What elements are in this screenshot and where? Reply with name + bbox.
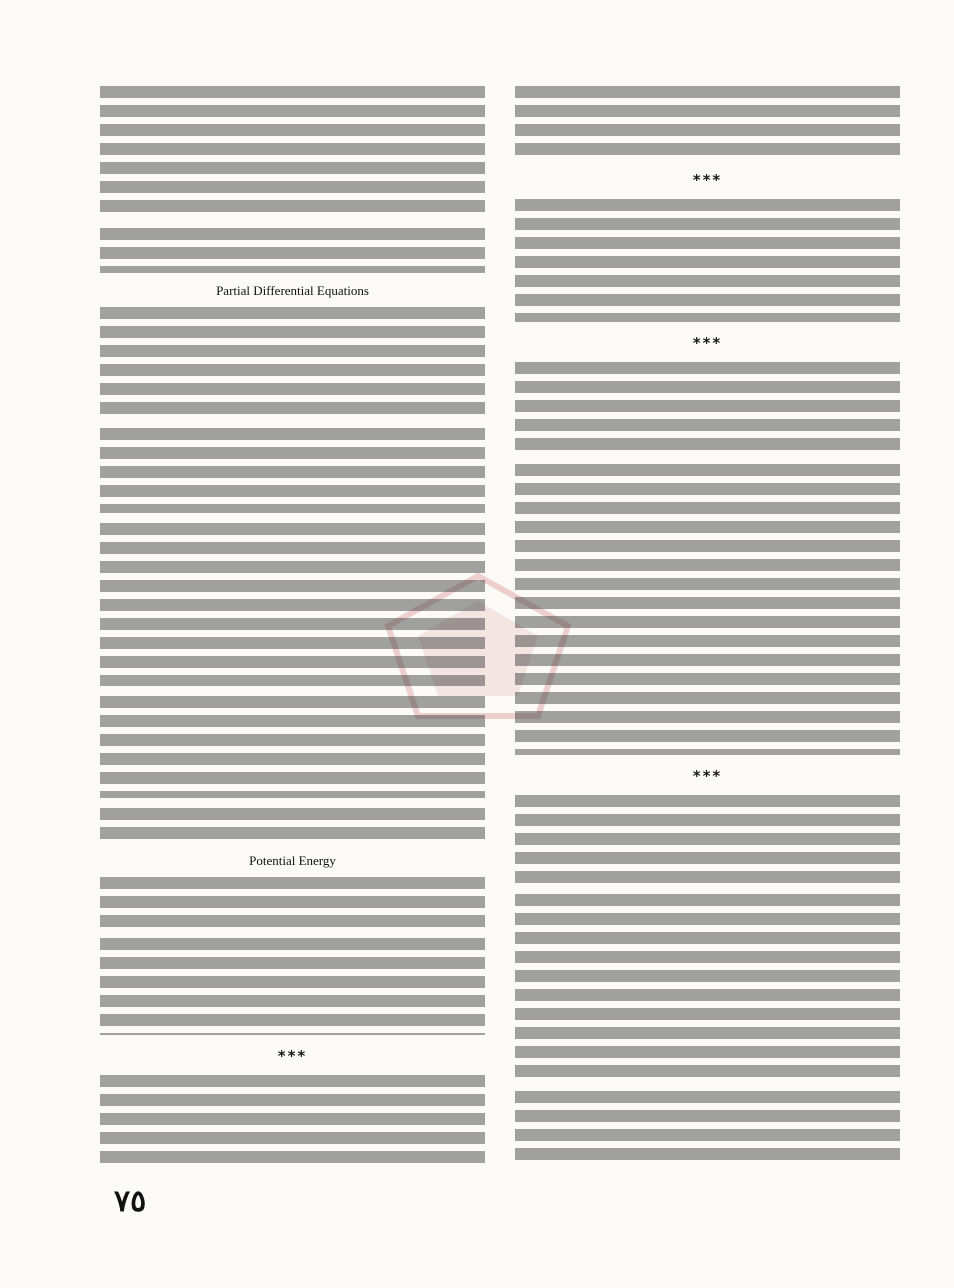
article-paragraph (100, 307, 485, 418)
article-paragraph (515, 362, 900, 455)
article-paragraph (100, 1075, 485, 1166)
english-term: Partial Differential Equations (216, 283, 369, 299)
article-paragraph (515, 1091, 900, 1166)
article-paragraph (515, 795, 900, 885)
section-separator: *** (692, 766, 723, 785)
english-term: Potential Energy (249, 853, 336, 869)
article-paragraph (100, 696, 485, 798)
article-paragraph (100, 877, 485, 928)
article-paragraph (100, 228, 485, 274)
article-paragraph (515, 894, 900, 1081)
article-paragraph (515, 199, 900, 322)
article-paragraph (100, 523, 485, 686)
section-separator: *** (692, 333, 723, 352)
article-paragraph (515, 86, 900, 159)
section-separator: *** (692, 170, 723, 189)
article-paragraph (100, 428, 485, 512)
article-paragraph (100, 808, 485, 843)
right-column (515, 86, 900, 1176)
section-separator: *** (277, 1046, 308, 1065)
text-columns (100, 86, 900, 1176)
left-column (100, 86, 485, 1176)
page-number: ٧٥ (114, 1184, 147, 1219)
article-paragraph (100, 86, 485, 218)
article-paragraph (100, 938, 485, 1035)
article-paragraph (515, 464, 900, 754)
